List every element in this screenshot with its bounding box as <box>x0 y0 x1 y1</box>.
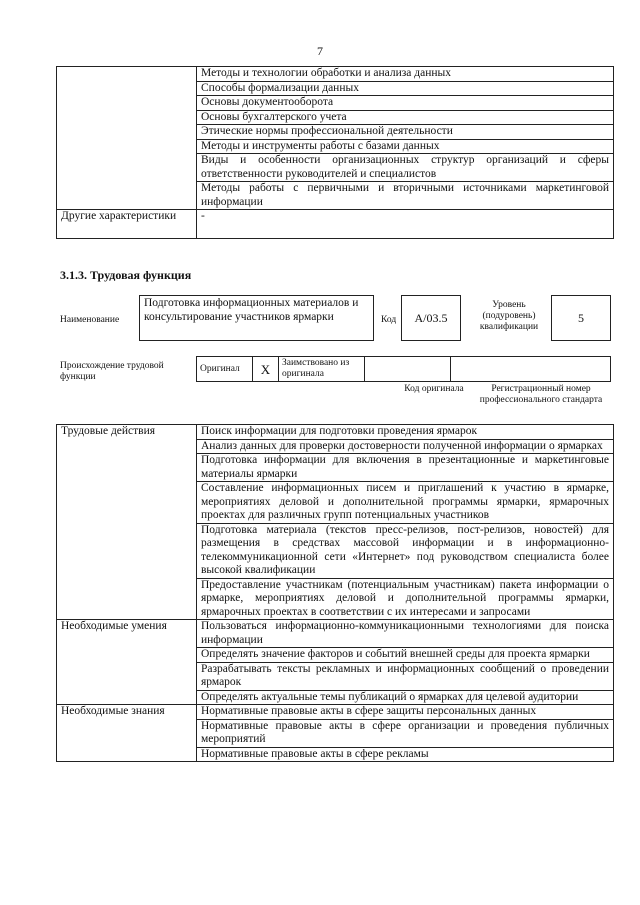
origin-table <box>196 356 611 382</box>
knowledge-item: Методы и инструменты работы с базами данных <box>197 139 614 154</box>
function-code-box: A/03.5 <box>401 295 461 341</box>
knowledge-item: Виды и особенности организационных структур организаций и сферы ответственности руководителей и специалистов <box>197 154 614 182</box>
skill-item: Определять актуальные темы публикаций о ярмарках для целевой аудитории <box>197 690 614 705</box>
skill-item: Разрабатывать тексты рекламных и информационных сообщений о проведении ярмарок <box>197 662 614 690</box>
code-original-label: Код оригинала <box>404 384 464 394</box>
knowledge-item: Нормативные правовые акты в сфере защиты персональных данных <box>197 705 614 720</box>
function-name-box: Подготовка информационных материалов и консультирование участников ярмарки <box>139 295 374 341</box>
knowledge-item: Основы бухгалтерского учета <box>197 110 614 125</box>
table-row <box>57 425 614 440</box>
labor-function-table <box>56 424 614 762</box>
level-label: Уровень (подуровень) квалификации <box>479 300 539 332</box>
labor-action-item: Анализ данных для проверки достоверности полученной информации о ярмарках <box>197 439 614 454</box>
code-original-cell <box>365 357 451 382</box>
table-row <box>57 67 614 82</box>
other-characteristics-label: Другие характеристики <box>57 210 197 239</box>
knowledge-item: Методы работы с первичными и вторичными источниками маркетинговой информации <box>197 182 614 210</box>
knowledge-item: Этические нормы профессиональной деятельности <box>197 125 614 140</box>
knowledge-item: Нормативные правовые акты в сфере рекламы <box>197 747 614 762</box>
level-box: 5 <box>551 295 611 341</box>
knowledge-label: Необходимые знания <box>57 705 197 762</box>
labor-action-item: Предоставление участникам (потенциальным участникам) пакета информации о ярмарке, мероприятиях деловой и дополнительной программы ярмарки, ярмарочных проектах в соответствии с их интересами и запросами <box>197 578 614 620</box>
code-label: Код <box>381 315 397 325</box>
other-characteristics-value: - <box>197 210 614 239</box>
skill-item: Пользоваться информационно-коммуникационными технологиями для поиска информации <box>197 620 614 648</box>
labor-actions-label: Трудовые действия <box>57 425 197 620</box>
section-title: 3.1.3. Трудовая функция <box>60 268 192 282</box>
labor-action-item: Составление информационных писем и приглашений к участию в ярмарке, мероприятиях деловой и дополнительной программы ярмарки, ярмарочных проектах для различных групп потенциальных участников <box>197 482 614 524</box>
table-row <box>57 210 614 239</box>
knowledge-item: Методы и технологии обработки и анализа данных <box>197 67 614 82</box>
table-row <box>197 357 611 382</box>
original-label: Оригинал <box>197 357 253 382</box>
knowledge-item: Нормативные правовые акты в сфере организации и проведения публичных мероприятий <box>197 719 614 747</box>
labor-action-item: Поиск информации для подготовки проведения ярмарок <box>197 425 614 440</box>
skills-label: Необходимые умения <box>57 620 197 705</box>
page-number: 7 <box>317 44 323 58</box>
knowledge-item: Способы формализации данных <box>197 81 614 96</box>
labor-action-item: Подготовка информации для включения в презентационные и маркетинговые материалы ярмарки <box>197 454 614 482</box>
table-row <box>57 620 614 648</box>
table-row <box>57 705 614 720</box>
skill-item: Определять значение факторов и событий внешней среды для проекта ярмарки <box>197 648 614 663</box>
reg-number-label: Регистрационный номер профессионального стандарта <box>479 384 603 405</box>
borrowed-label: Заимствовано из оригинала <box>279 357 365 382</box>
labor-action-item: Подготовка материала (текстов пресс-релизов, пост-релизов, новостей) для размещения в средствах массовой информации и в информационно-телекоммуникационной сети «Интернет» под руководством специалиста более высокой квалификации <box>197 523 614 578</box>
empty-label-cell <box>57 67 197 210</box>
knowledge-continuation-table <box>56 66 614 239</box>
reg-number-cell <box>451 357 611 382</box>
origin-label: Происхождение трудовой функции <box>60 361 164 382</box>
knowledge-item: Основы документооборота <box>197 96 614 111</box>
name-label: Наименование <box>60 315 120 325</box>
original-mark: X <box>253 357 279 382</box>
